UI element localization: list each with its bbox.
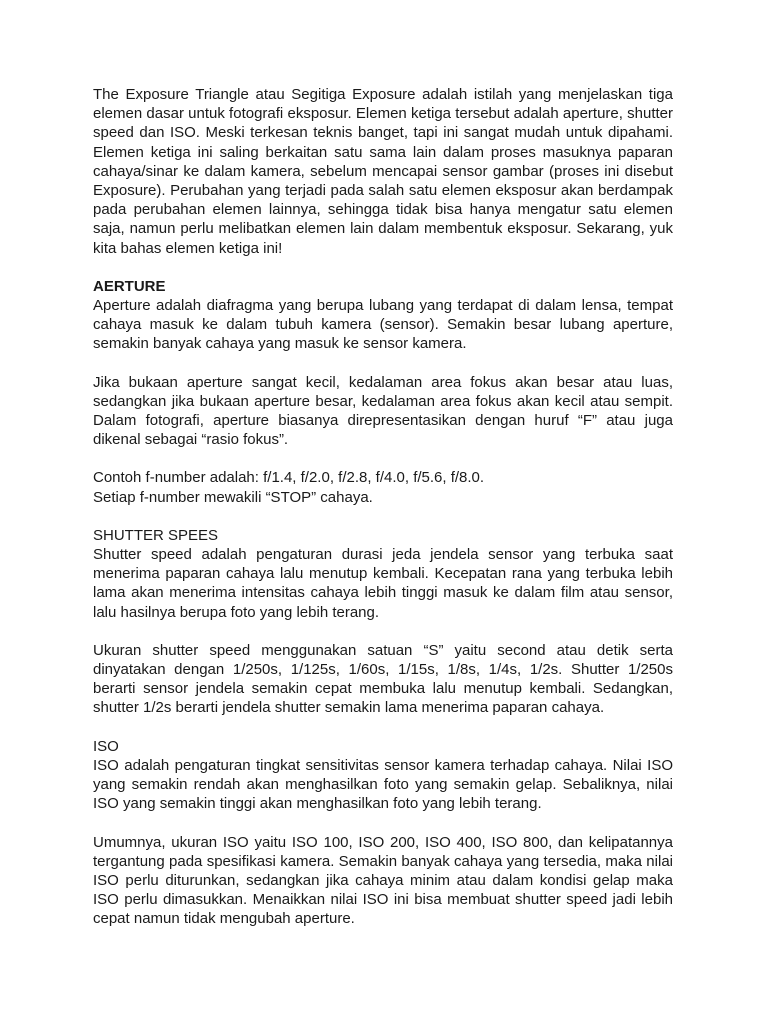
shutter-paragraph-1: Shutter speed adalah pengaturan durasi jeda jendela sensor yang terbuka saat menerima paparan cahaya lalu menutup kembali. Kecepatan rana yang terbuka lebih lama akan menerima intensitas cahaya lebih tinggi masuk ke dalam film atau sensor, lalu hasilnya berupa foto yang lebih terang. [93,546,673,621]
aperture-section [93,277,673,354]
document-page [93,85,673,948]
iso-paragraph-2: Umumnya, ukuran ISO yaitu ISO 100, ISO 200, ISO 400, ISO 800, dan kelipatannya tergantung pada spesifikasi kamera. Semakin banyak cahaya yang tersedia, maka nilai ISO perlu diturunkan, sedangkan jika cahaya minim atau dalam kondisi gelap maka ISO perlu dimasukkan. Menaikkan nilai ISO ini bisa membuat shutter speed jadi lebih cepat namun tidak mengubah aperture. [93,833,673,928]
iso-heading: ISO [93,737,119,755]
shutter-heading: SHUTTER SPEES [93,526,219,544]
shutter-paragraph-2: Ukuran shutter speed menggunakan satuan “S” yaitu second atau detik serta dinyatakan dengan 1/250s, 1/125s, 1/60s, 1/15s, 1/8s, 1/4s, 1/2s. Shutter 1/250s berarti sensor jendela semakin cepat membuka lalu menutup kembali. Sedangkan, shutter 1/2s berarti jendela shutter semakin lama menerima paparan cahaya. [93,641,673,717]
iso-paragraph-1: ISO adalah pengaturan tingkat sensitivitas sensor kamera terhadap cahaya. Nilai ISO yang semakin rendah akan menghasilkan foto yang semakin gelap. Sebaliknya, nilai ISO yang semakin tinggi akan menghasilkan foto yang lebih terang. [93,756,673,813]
shutter-section [93,526,673,622]
f-number-block [93,468,673,506]
iso-section [93,737,673,814]
intro-paragraph: The Exposure Triangle atau Segitiga Exposure adalah istilah yang menjelaskan tiga elemen dasar untuk fotografi eksposur. Elemen ketiga tersebut adalah aperture, shutter speed dan ISO. Meski terkesan teknis banget, tapi ini sangat mudah untuk dipahami. Elemen ketiga ini saling berkaitan satu sama lain dalam proses masuknya paparan cahaya/sinar ke dalam kamera, sebelum mencapai sensor gambar (proses ini disebut Exposure). Perubahan yang terjadi pada salah satu elemen eksposur akan berdampak pada perubahan elemen lainnya, sehingga tidak bisa hanya mengatur satu elemen saja, namun perlu melibatkan elemen lain dalam membentuk eksposur. Sekarang, yuk kita bahas elemen ketiga ini! [93,86,673,257]
f-number-examples: Contoh f-number adalah: f/1.4, f/2.0, f/2.8, f/4.0, f/5.6, f/8.0. [93,469,485,487]
aperture-heading: AERTURE [93,277,166,295]
aperture-paragraph-1: Aperture adalah diafragma yang berupa lubang yang terdapat di dalam lensa, tempat cahaya masuk ke dalam tubuh kamera (sensor). Semakin besar lubang aperture, semakin banyak cahaya yang masuk ke sensor kamera. [93,297,673,353]
aperture-paragraph-2: Jika bukaan aperture sangat kecil, kedalaman area fokus akan besar atau luas, sedangkan jika bukaan aperture besar, kedalaman area fokus akan kecil atau sempit. Dalam fotografi, aperture biasanya direpresentasikan dengan huruf “F” atau juga dikenal sebagai “rasio fokus”. [93,373,673,449]
f-number-stop-note: Setiap f-number mewakili “STOP” cahaya. [93,488,373,506]
